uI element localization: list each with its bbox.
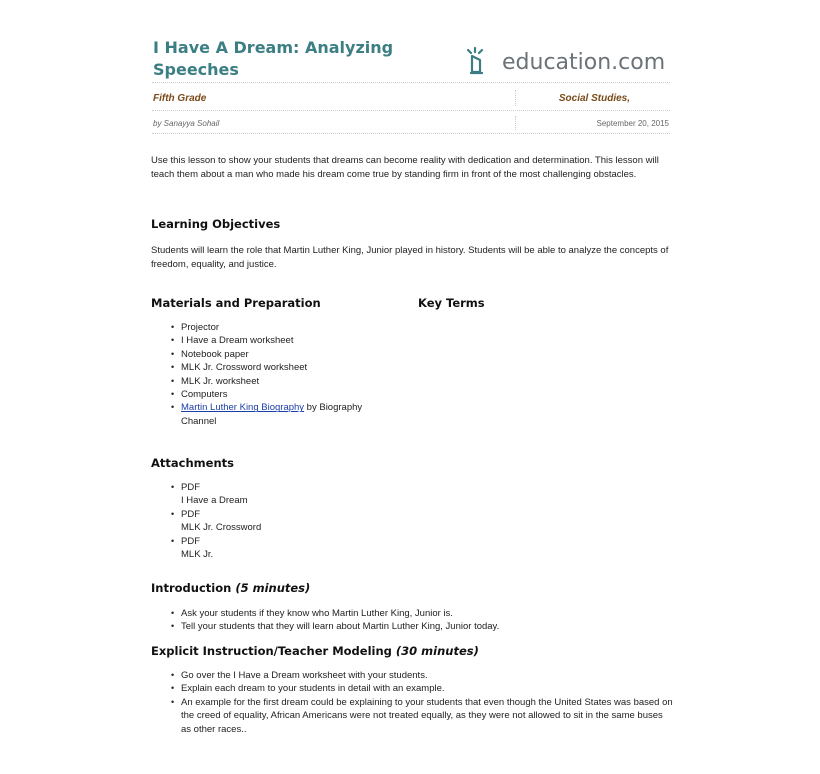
list-item: • MLK Jr. worksheet (181, 375, 401, 388)
materials-heading: Materials and Preparation (151, 296, 321, 310)
list-item: • I Have a Dream worksheet (181, 334, 401, 347)
attachment-item[interactable] (181, 508, 401, 535)
learning-objectives-text: Students will learn the role that Martin Luther King, Junior played in history. Students will be able to analyze the concepts of freedom, equality, and justice. (151, 245, 669, 270)
author-divider (152, 133, 670, 134)
list-item-biography (181, 401, 401, 428)
page-title: I Have A Dream: Analyzing Speeches (153, 38, 394, 79)
list-item: • An example for the first dream could be explaining to your students that even though the United States was based on the creed of equality, African Americans were not treated equally, as they were not allowed to sit in the same buses as other races.. (181, 696, 673, 736)
biography-link[interactable]: Martin Luther King Biography (181, 402, 305, 414)
list-item: • Projector (181, 321, 401, 334)
attachment-name: MLK Jr. (181, 549, 214, 561)
attachment-name: MLK Jr. Crossword (181, 522, 262, 534)
attachments-heading: Attachments (151, 456, 234, 470)
meta-separator-2 (515, 116, 516, 130)
attachment-name: I Have a Dream (181, 495, 248, 507)
learning-objectives-heading: Learning Objectives (151, 217, 281, 231)
list-item: • Notebook paper (181, 348, 401, 361)
explicit-instruction-duration: (30 minutes) (395, 644, 479, 658)
intro-paragraph: Use this lesson to show your students that dreams can become reality with dedication and determination. This lesson will teach them about a man who made his dream come true by standing firm in front of the most challenging obstacles. (151, 155, 659, 180)
education-com-logo (466, 42, 665, 76)
list-item: • Go over the I Have a Dream worksheet with your students. (181, 669, 673, 682)
header-divider (152, 82, 670, 83)
explicit-instruction-heading (151, 644, 479, 659)
list-item: • Tell your students that they will learn about Martin Luther King, Junior today. (181, 620, 681, 633)
list-item: • MLK Jr. Crossword worksheet (181, 361, 401, 374)
attachment-type: PDF (181, 482, 200, 493)
explicit-instruction-list (181, 669, 673, 736)
attachments-list (181, 481, 401, 561)
subject-label: Social Studies, (558, 93, 630, 104)
list-item: • Explain each dream to your students in detail with an example. (181, 682, 673, 695)
list-item: • Computers (181, 388, 401, 401)
list-item: • Ask your students if they know who Martin Luther King, Junior is. (181, 607, 681, 620)
introduction-duration: (5 minutes) (235, 581, 311, 595)
attachment-item[interactable] (181, 481, 401, 508)
materials-list (181, 321, 401, 428)
introduction-list (181, 607, 681, 634)
book-with-spark-icon (466, 42, 500, 76)
attachment-type: PDF (181, 508, 200, 520)
introduction-heading-text: Introduction (151, 581, 232, 595)
biography-second-line: Channel (181, 415, 217, 427)
biography-suffix: by Biography (304, 402, 363, 414)
meta-separator (515, 90, 516, 106)
attachment-type: PDF (181, 535, 200, 547)
grade-label: Fifth Grade (153, 93, 207, 104)
introduction-heading (151, 581, 310, 596)
logo-text: education.com (502, 50, 666, 75)
author-label: by Sanayya Sohail (153, 119, 220, 128)
explicit-instruction-heading-text: Explicit Instruction/Teacher Modeling (151, 644, 392, 658)
date-label: September 20, 2015 (596, 119, 669, 128)
key-terms-heading: Key Terms (418, 296, 485, 310)
attachment-item[interactable] (181, 535, 401, 562)
meta-divider (152, 110, 670, 111)
